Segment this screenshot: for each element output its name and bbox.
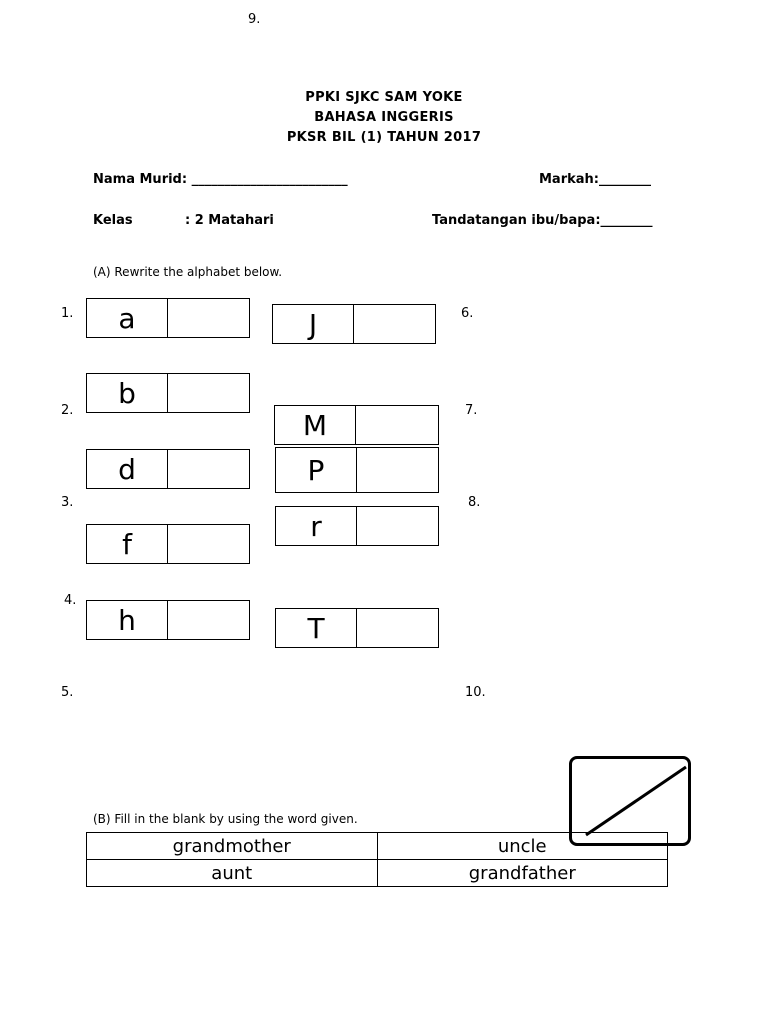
answer-cell[interactable]: [354, 305, 435, 343]
question-number: 6.: [461, 306, 474, 321]
exam-title: PKSR BIL (1) TAHUN 2017: [286, 130, 482, 145]
mark-label: Markah:: [539, 172, 599, 187]
name-label: Nama Murid:: [93, 172, 188, 187]
name-field: [93, 172, 348, 187]
page-number: 9.: [248, 12, 261, 27]
section-a-instruction: (A) Rewrite the alphabet below.: [93, 265, 283, 279]
answer-cell[interactable]: [168, 299, 249, 337]
section-b-instruction: (B) Fill in the blank by using the word given.: [93, 812, 358, 826]
question-number: 4.: [64, 593, 77, 608]
mark-box-diagonal: [572, 759, 688, 843]
answer-cell[interactable]: [168, 374, 249, 412]
question-number: 2.: [61, 403, 74, 418]
letter-box: [86, 600, 250, 640]
letter-box: [275, 506, 439, 546]
class-label: Kelas: [93, 213, 133, 228]
answer-cell[interactable]: [168, 525, 249, 563]
mark-blank: ________: [599, 172, 651, 187]
letter-box: [86, 524, 250, 564]
letter-cell: h: [87, 601, 168, 639]
letter-cell: J: [273, 305, 354, 343]
sign-field: [432, 213, 653, 228]
letter-box: [274, 405, 439, 445]
subject-title: BAHASA INGGERIS: [314, 110, 454, 125]
question-number: 7.: [465, 403, 478, 418]
letter-cell: f: [87, 525, 168, 563]
sign-label: Tandatangan ibu/bapa:: [432, 213, 601, 228]
letter-box: [272, 304, 436, 344]
name-blank: ________________________: [191, 172, 348, 187]
question-number: 3.: [61, 495, 74, 510]
answer-cell[interactable]: [356, 406, 438, 444]
answer-cell[interactable]: [168, 450, 249, 488]
sign-blank: ________: [600, 213, 653, 228]
answer-cell[interactable]: [357, 448, 438, 492]
letter-cell: b: [87, 374, 168, 412]
letter-box: [86, 449, 250, 489]
letter-box: [275, 447, 439, 493]
answer-cell[interactable]: [357, 507, 438, 545]
word-cell: grandfather: [377, 860, 668, 887]
letter-cell: T: [276, 609, 357, 647]
question-number: 8.: [468, 495, 481, 510]
letter-cell: P: [276, 448, 357, 492]
letter-cell: a: [87, 299, 168, 337]
answer-cell[interactable]: [357, 609, 438, 647]
letter-cell: r: [276, 507, 357, 545]
question-number: 10.: [465, 685, 486, 700]
word-cell: aunt: [87, 860, 378, 887]
letter-box: [86, 373, 250, 413]
school-title: PPKI SJKC SAM YOKE: [305, 90, 463, 105]
word-table: [86, 832, 668, 887]
letter-cell: d: [87, 450, 168, 488]
answer-cell[interactable]: [168, 601, 249, 639]
letter-box: [86, 298, 250, 338]
word-cell: uncle: [377, 833, 668, 860]
question-number: 5.: [61, 685, 74, 700]
table-row: [87, 833, 668, 860]
table-row: [87, 860, 668, 887]
letter-box: [275, 608, 439, 648]
question-number: 1.: [61, 306, 74, 321]
class-value: : 2 Matahari: [185, 213, 274, 228]
mark-field: [539, 172, 651, 187]
letter-cell: M: [275, 406, 356, 444]
word-cell: grandmother: [87, 833, 378, 860]
